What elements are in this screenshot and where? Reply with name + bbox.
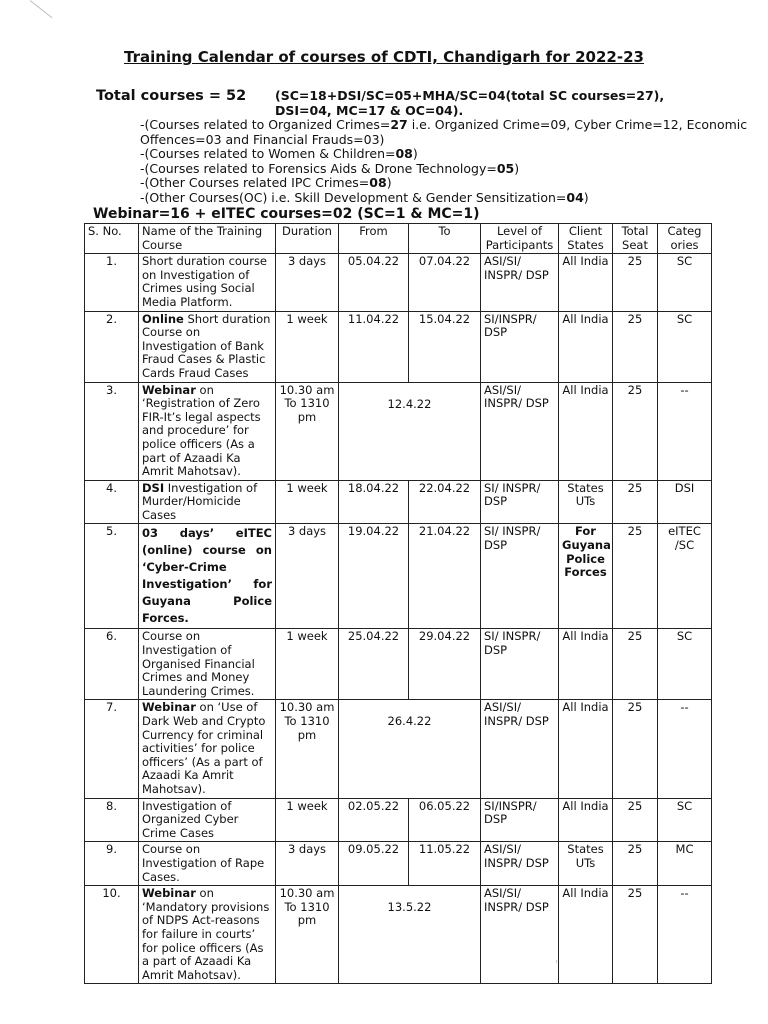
row-course-name bbox=[139, 254, 276, 311]
row-client: All India bbox=[559, 700, 613, 798]
row-to: 22.04.22 bbox=[409, 480, 481, 524]
row-from: 18.04.22 bbox=[339, 480, 409, 524]
row-seat: 25 bbox=[613, 382, 658, 480]
scan-mark bbox=[30, 0, 53, 18]
row-seat: 25 bbox=[613, 524, 658, 629]
table-row bbox=[85, 700, 712, 798]
row-level: SI/ INSPR/ DSP bbox=[481, 524, 559, 629]
note-prefix: -(Courses related to Organized Crimes= bbox=[140, 117, 391, 132]
row-client: All India bbox=[559, 798, 613, 842]
row-category: -- bbox=[658, 700, 712, 798]
note-suffix: i.e. Organized Crime=09, Cyber Crime=12, Economic Offences=03 and Financial Frauds=03) bbox=[140, 117, 748, 147]
note-suffix: ) bbox=[583, 189, 589, 205]
note-suffix: ) bbox=[386, 175, 392, 191]
course-title: on ‘Use of Dark Web and Crypto Currency for criminal activities’ for police officers’ (As a part of Azaadi Ka Amrit Mahotsav). bbox=[142, 700, 266, 796]
row-seat: 25 bbox=[613, 480, 658, 524]
row-level: ASI/SI/ INSPR/ DSP bbox=[481, 382, 559, 480]
note-prefix: -(Other Courses related IPC Crimes= bbox=[140, 175, 370, 191]
page-title bbox=[0, 48, 768, 66]
row-level: ASI/SI/ INSPR/ DSP bbox=[481, 842, 559, 886]
table-row bbox=[85, 629, 712, 700]
row-sno: 6. bbox=[85, 629, 139, 700]
row-client: States UTs bbox=[559, 842, 613, 886]
row-seat: 25 bbox=[613, 629, 658, 700]
title-text: Training Calendar of courses of CDTI, Chandigarh for 2022-23 bbox=[124, 48, 644, 66]
row-course-name bbox=[139, 842, 276, 886]
header-seat: Total Seat bbox=[613, 224, 658, 254]
row-client: States UTs bbox=[559, 480, 613, 524]
table-row bbox=[85, 798, 712, 842]
row-course-name bbox=[139, 311, 276, 382]
row-date: 26.4.22 bbox=[339, 700, 481, 798]
row-client: All India bbox=[559, 886, 613, 984]
table-row bbox=[85, 886, 712, 984]
note-line bbox=[140, 147, 750, 162]
note-count: 08 bbox=[369, 175, 387, 191]
row-category: SC bbox=[658, 798, 712, 842]
table-row bbox=[85, 480, 712, 524]
course-notes bbox=[140, 118, 750, 206]
row-duration: 3 days bbox=[276, 524, 339, 629]
note-prefix: -(Other Courses(OC) i.e. Skill Development & Gender Sensitization= bbox=[140, 189, 567, 205]
row-seat: 25 bbox=[613, 886, 658, 984]
course-title: Investigation of Organized Cyber Crime Cases bbox=[142, 798, 239, 840]
header-sno: S. No. bbox=[85, 224, 139, 254]
table-row bbox=[85, 254, 712, 311]
row-from: 11.04.22 bbox=[339, 311, 409, 382]
row-to: 15.04.22 bbox=[409, 311, 481, 382]
header-level: Level of Participants bbox=[481, 224, 559, 254]
row-client: All India bbox=[559, 382, 613, 480]
row-category: MC bbox=[658, 842, 712, 886]
row-from: 05.04.22 bbox=[339, 254, 409, 311]
row-duration: 10.30 am To 1310 pm bbox=[276, 886, 339, 984]
row-category: DSI bbox=[658, 480, 712, 524]
row-seat: 25 bbox=[613, 700, 658, 798]
row-date: 12.4.22 bbox=[339, 382, 481, 480]
row-category: SC bbox=[658, 311, 712, 382]
note-count: 27 bbox=[390, 117, 408, 132]
row-level: ASI/SI/ INSPR/ DSP bbox=[481, 886, 559, 984]
row-to: 29.04.22 bbox=[409, 629, 481, 700]
course-title: Course on Investigation of Organised Financial Crimes and Money Laundering Crimes. bbox=[142, 629, 255, 698]
row-category: -- bbox=[658, 382, 712, 480]
note-prefix: -(Courses related to Forensics Aids & Drone Technology= bbox=[140, 160, 497, 176]
row-to: 21.04.22 bbox=[409, 524, 481, 629]
row-level: SI/ INSPR/ DSP bbox=[481, 629, 559, 700]
total-breakdown bbox=[275, 88, 745, 118]
row-duration: 1 week bbox=[276, 629, 339, 700]
row-duration: 10.30 am To 1310 pm bbox=[276, 700, 339, 798]
note-line bbox=[140, 162, 750, 177]
row-duration: 1 week bbox=[276, 798, 339, 842]
note-count: 05 bbox=[496, 160, 515, 176]
total-courses: Total courses = 52 bbox=[96, 88, 247, 104]
course-title: Investigation of Murder/Homicide Cases bbox=[142, 480, 258, 522]
course-title: on ‘Mandatory provisions of NDPS Act-reasons for failure in courts’ for police officers (As a part of Azaadi Ka Amrit Mahotsav). bbox=[142, 886, 270, 982]
row-client: For Guyana Police Forces bbox=[559, 524, 613, 629]
row-sno: 3. bbox=[85, 382, 139, 480]
table-row bbox=[85, 311, 712, 382]
row-from: 02.05.22 bbox=[339, 798, 409, 842]
header-duration: Duration bbox=[276, 224, 339, 254]
header-from: From bbox=[339, 224, 409, 254]
row-to: 06.05.22 bbox=[409, 798, 481, 842]
note-prefix: -(Courses related to Women & Children= bbox=[140, 146, 396, 162]
row-course-name bbox=[139, 480, 276, 524]
row-course-name bbox=[139, 798, 276, 842]
row-sno: 4. bbox=[85, 480, 139, 524]
note-line bbox=[140, 176, 750, 191]
note-count: 04 bbox=[566, 189, 584, 205]
row-sno: 7. bbox=[85, 700, 139, 798]
row-client: All India bbox=[559, 254, 613, 311]
row-from: 25.04.22 bbox=[339, 629, 409, 700]
row-seat: 25 bbox=[613, 798, 658, 842]
row-level: SI/ INSPR/ DSP bbox=[481, 480, 559, 524]
row-from: 19.04.22 bbox=[339, 524, 409, 629]
table-row bbox=[85, 524, 712, 629]
row-client: All India bbox=[559, 311, 613, 382]
header-to: To bbox=[409, 224, 481, 254]
breakdown-line-1: (SC=18+DSI/SC=05+MHA/SC=04(total SC courses=27), bbox=[275, 88, 665, 103]
row-category: SC bbox=[658, 629, 712, 700]
breakdown-line-2: DSI=04, MC=17 & OC=04). bbox=[275, 103, 464, 118]
course-type-label: Webinar bbox=[142, 886, 196, 901]
course-type-label: Webinar bbox=[142, 382, 196, 397]
row-sno: 1. bbox=[85, 254, 139, 311]
row-category: eITEC /SC bbox=[658, 524, 712, 629]
course-title: Course on Investigation of Rape Cases. bbox=[142, 842, 265, 884]
header-client: Client States bbox=[559, 224, 613, 254]
table-header-row bbox=[85, 224, 712, 254]
row-client: All India bbox=[559, 629, 613, 700]
row-category: -- bbox=[658, 886, 712, 984]
note-suffix: ) bbox=[514, 160, 520, 176]
note-line bbox=[140, 191, 750, 206]
note-count: 08 bbox=[395, 146, 413, 162]
row-duration: 3 days bbox=[276, 254, 339, 311]
row-level: SI/INSPR/ DSP bbox=[481, 798, 559, 842]
webinar-summary: Webinar=16 + eITEC courses=02 (SC=1 & MC=1) bbox=[93, 206, 480, 222]
row-to: 07.04.22 bbox=[409, 254, 481, 311]
row-level: ASI/SI/ INSPR/ DSP bbox=[481, 254, 559, 311]
row-sno: 2. bbox=[85, 311, 139, 382]
row-sno: 5. bbox=[85, 524, 139, 629]
row-to: 11.05.22 bbox=[409, 842, 481, 886]
course-title: on ‘Registration of Zero FIR-It’s legal aspects and procedure’ for police officers (As a part of Azaadi Ka Amrit Mahotsav). bbox=[142, 382, 261, 479]
header-name: Name of the Training Course bbox=[139, 224, 276, 254]
row-category: SC bbox=[658, 254, 712, 311]
row-sno: 9. bbox=[85, 842, 139, 886]
table-row bbox=[85, 842, 712, 886]
row-course-name bbox=[139, 629, 276, 700]
course-title: Short duration course on Investigation of Crimes using Social Media Platform. bbox=[142, 254, 268, 309]
course-title: Short duration Course on Investigation of Bank Fraud Cases & Plastic Cards Fraud Cases bbox=[142, 311, 271, 380]
row-duration: 10.30 am To 1310 pm bbox=[276, 382, 339, 480]
row-course-name bbox=[139, 382, 276, 480]
row-course-name bbox=[139, 886, 276, 984]
row-level: SI/INSPR/ DSP bbox=[481, 311, 559, 382]
row-duration: 1 week bbox=[276, 480, 339, 524]
row-sno: 8. bbox=[85, 798, 139, 842]
row-seat: 25 bbox=[613, 842, 658, 886]
row-from: 09.05.22 bbox=[339, 842, 409, 886]
note-suffix: ) bbox=[412, 146, 418, 162]
row-date: 13.5.22 bbox=[339, 886, 481, 984]
row-seat: 25 bbox=[613, 311, 658, 382]
course-type-label: DSI bbox=[142, 480, 165, 495]
course-type-label: Webinar bbox=[142, 700, 196, 715]
scan-mark bbox=[556, 960, 557, 963]
row-sno: 10. bbox=[85, 886, 139, 984]
row-duration: 3 days bbox=[276, 842, 339, 886]
course-type-label: Online bbox=[142, 311, 184, 326]
row-course-name bbox=[139, 700, 276, 798]
row-level: ASI/SI/ INSPR/ DSP bbox=[481, 700, 559, 798]
note-line bbox=[140, 118, 750, 147]
row-duration: 1 week bbox=[276, 311, 339, 382]
row-course-name: 03 days’ eITEC (online) course on ‘Cyber-Crime Investigation’ for Guyana Police Forces. bbox=[139, 524, 276, 629]
table-row bbox=[85, 382, 712, 480]
training-calendar-table bbox=[84, 223, 712, 984]
row-seat: 25 bbox=[613, 254, 658, 311]
header-category: Categ ories bbox=[658, 224, 712, 254]
